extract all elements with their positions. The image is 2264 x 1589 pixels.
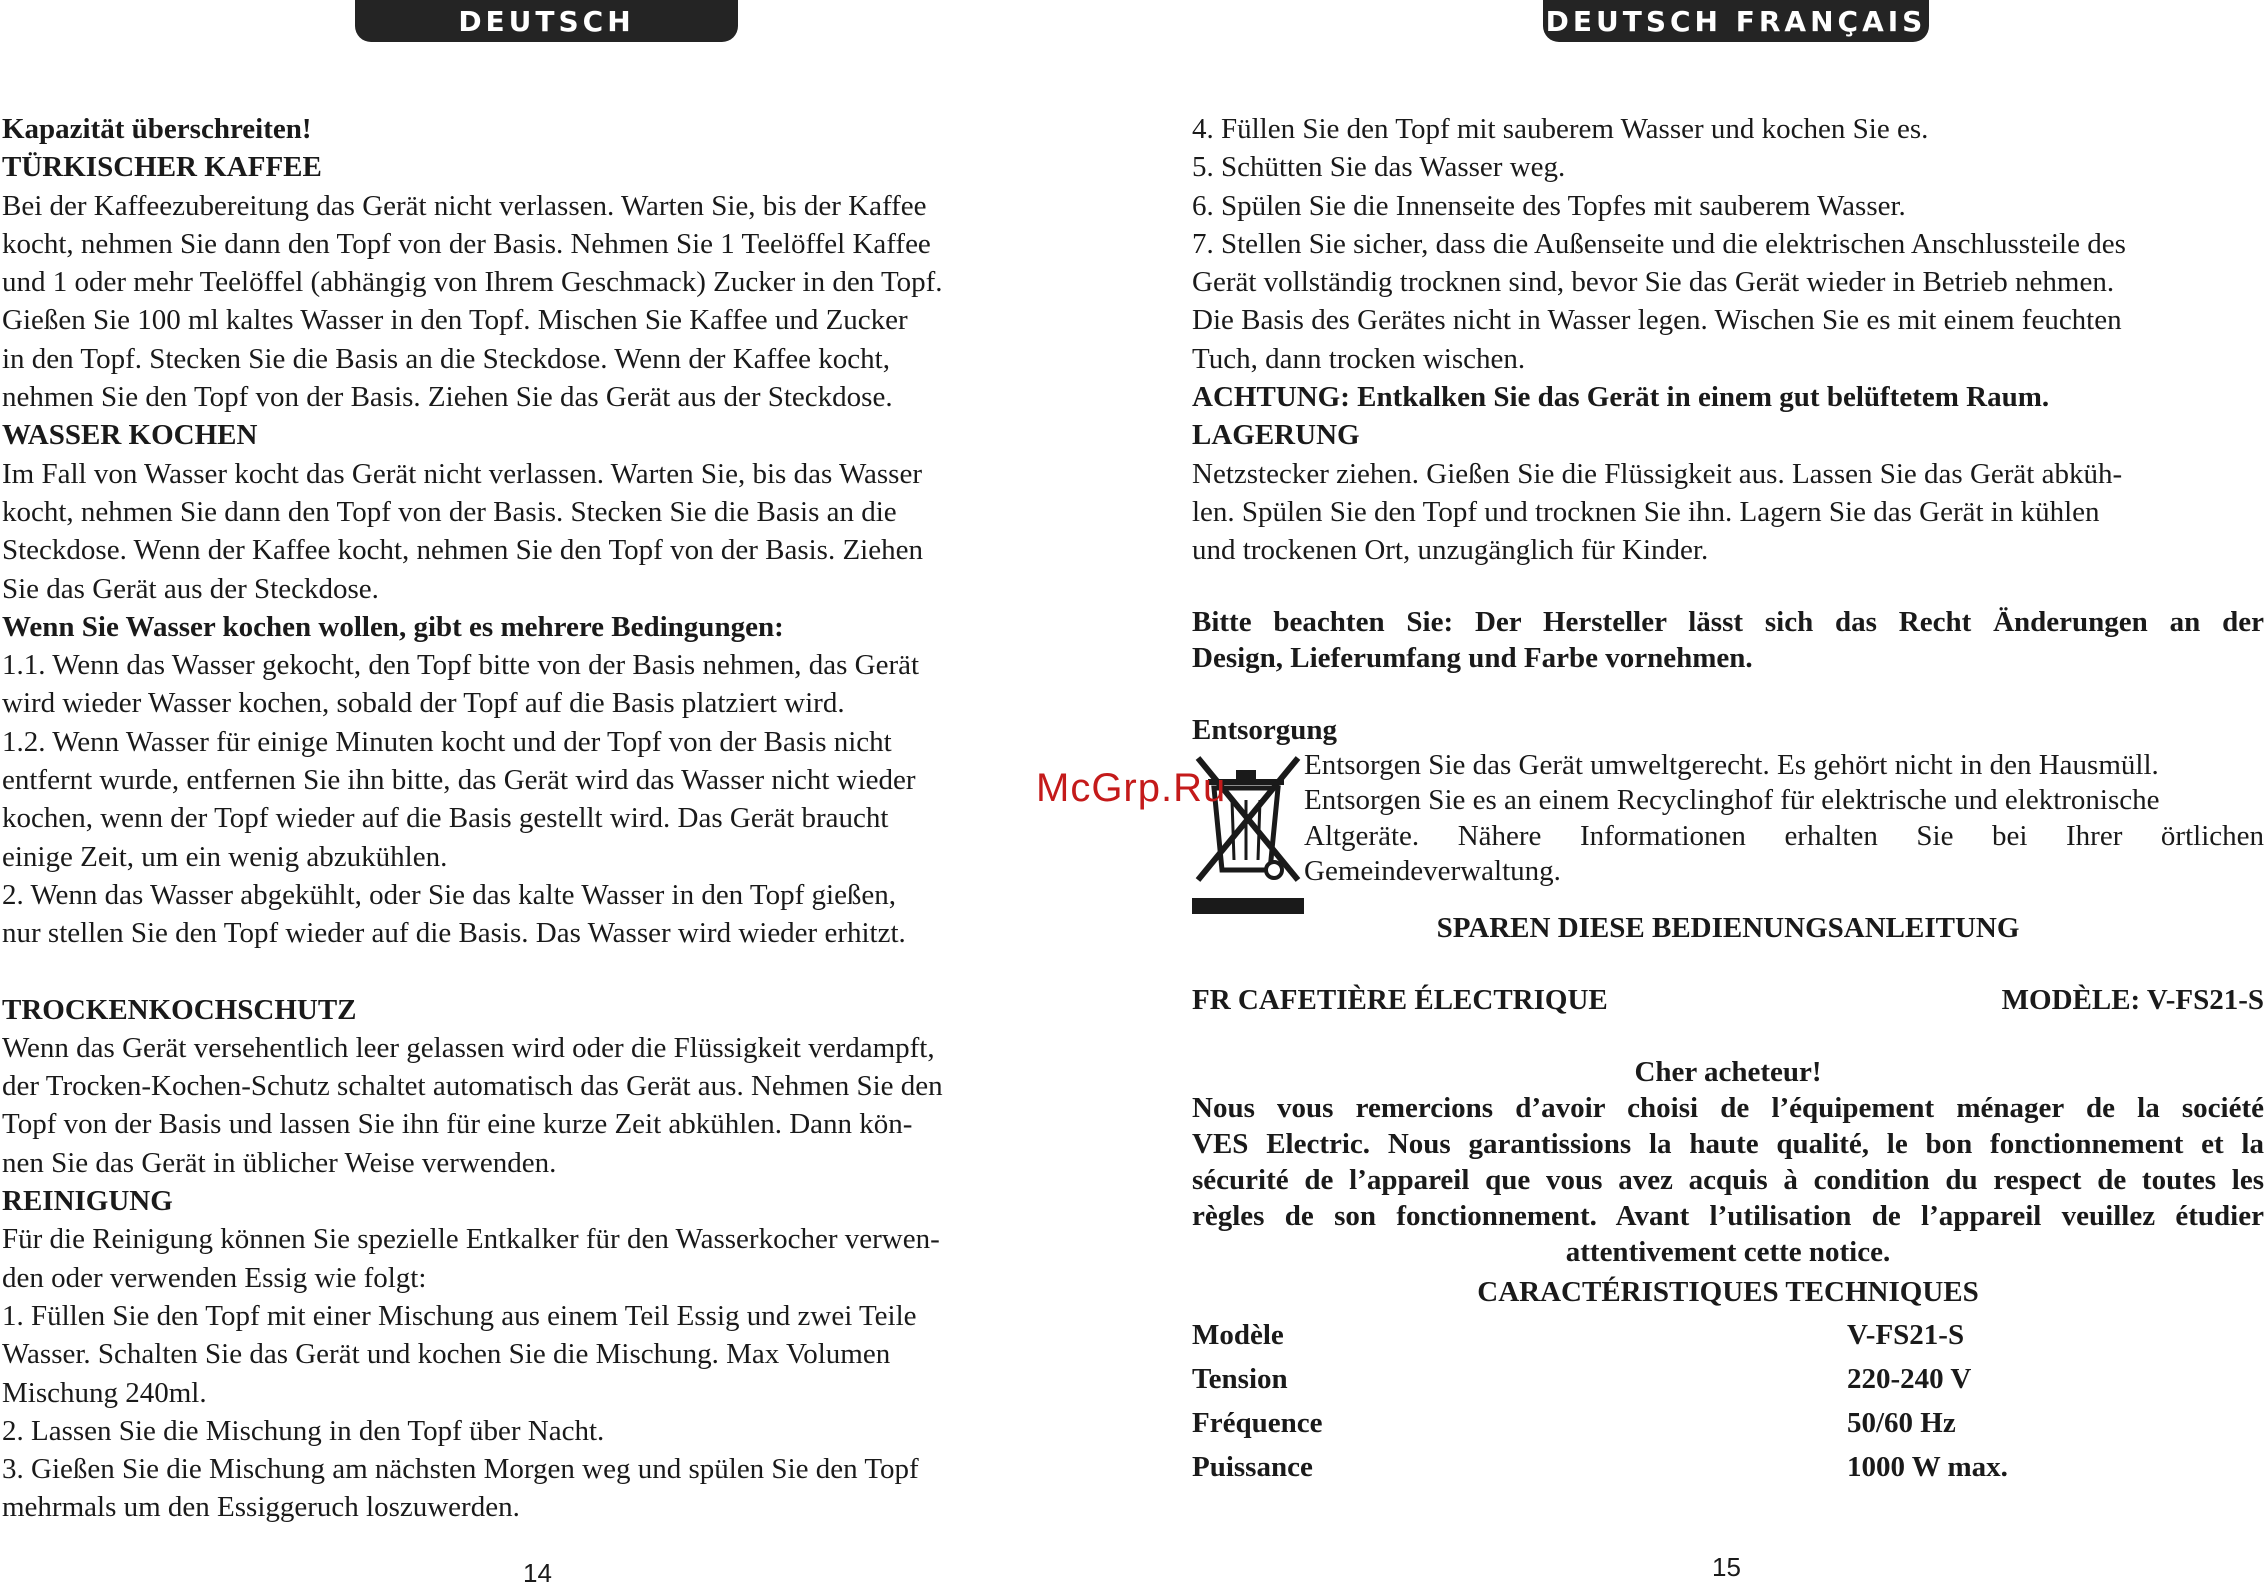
language-tab-right: DEUTSCH FRANÇAIS xyxy=(1543,0,1929,42)
french-model: MODÈLE: V-FS21-S xyxy=(2001,983,2264,1016)
text-line: wird wieder Wasser kochen, sobald der Topf auf die Basis platziert wird. xyxy=(2,687,845,720)
spec-value: 220-240 V xyxy=(1847,1363,1972,1396)
heading-conditions: Wenn Sie Wasser kochen wollen, gibt es mehrere Bedingungen: xyxy=(2,610,784,643)
heading-boil-water: WASSER KOCHEN xyxy=(2,419,258,452)
spec-label: Puissance xyxy=(1192,1451,1313,1484)
page-number-right: 15 xyxy=(1712,1552,1741,1582)
text-line: Topf von der Basis und lassen Sie ihn für eine kurze Zeit abkühlen. Dann kön- xyxy=(2,1108,913,1141)
spec-row xyxy=(1192,1358,2264,1402)
text-line: Wenn das Gerät versehentlich leer gelassen wird oder die Flüssigkeit verdampft, xyxy=(2,1031,935,1064)
text-line: und 1 oder mehr Teelöffel (abhängig von Ihrem Geschmack) Zucker in den Topf. xyxy=(2,266,943,299)
text-line: nur stellen Sie den Topf wieder auf die Basis. Das Wasser wird wieder erhitzt. xyxy=(2,917,906,950)
manufacturer-note-end: Design, Lieferumfang und Farbe vornehmen. xyxy=(1192,641,1753,674)
text-line: Die Basis des Gerätes nicht in Wasser legen. Wischen Sie es mit einem feuchten xyxy=(1192,304,2122,337)
text-line: Altgeräte. Nähere Informationen erhalten Sie bei Ihrer örtlichen xyxy=(1304,819,2264,852)
page-number-left: 14 xyxy=(523,1558,552,1588)
save-manual-notice: SPAREN DIESE BEDIENUNGSANLEITUNG xyxy=(1436,911,2020,944)
text-line: VES Electric. Nous garantissions la haute qualité, le bon fonctionnement et la xyxy=(1192,1127,2264,1160)
capacity-warning: Kapazität überschreiten! xyxy=(2,113,312,145)
spec-label: Fréquence xyxy=(1192,1407,1323,1440)
text-line: 5. Schütten Sie das Wasser weg. xyxy=(1192,151,1566,184)
spec-row xyxy=(1192,1314,2264,1358)
text-line: 1.2. Wenn Wasser für einige Minuten kocht und der Topf von der Basis nicht xyxy=(2,725,892,758)
text-line: 7. Stellen Sie sicher, dass die Außenseite und die elektrischen Anschlussteile des xyxy=(1192,227,2126,260)
text-line: Entsorgen Sie es an einem Recyclinghof für elektrische und elektronische xyxy=(1304,784,2160,817)
text-line: und trockenen Ort, unzugänglich für Kinder. xyxy=(1192,534,1709,567)
text-line: Gemeindeverwaltung. xyxy=(1304,855,1561,888)
text-line: Netzstecker ziehen. Gießen Sie die Flüssigkeit aus. Lassen Sie das Gerät abküh- xyxy=(1192,457,2123,490)
text-line: einige Zeit, um ein wenig abzukühlen. xyxy=(2,840,448,873)
text-line: 2. Lassen Sie die Mischung in den Topf über Nacht. xyxy=(2,1414,605,1447)
text-line: Mischung 240ml. xyxy=(2,1376,207,1409)
text-line: len. Spülen Sie den Topf und trocknen Sie ihn. Lagern Sie das Gerät in kühlen xyxy=(1192,495,2100,528)
text-line: attentivement cette notice. xyxy=(1565,1235,1891,1268)
text-line: nehmen Sie den Topf von der Basis. Ziehen Sie das Gerät aus der Steckdose. xyxy=(2,381,893,414)
spec-row xyxy=(1192,1446,2264,1490)
text-line: 3. Gießen Sie die Mischung am nächsten Morgen weg und spülen Sie den Topf xyxy=(2,1453,919,1486)
heading-cleaning: REINIGUNG xyxy=(2,1185,173,1218)
spec-heading: CARACTÉRISTIQUES TECHNIQUES xyxy=(1477,1275,1979,1308)
text-line: Bei der Kaffeezubereitung das Gerät nicht verlassen. Warten Sie, bis der Kaffee xyxy=(2,189,927,222)
text-line: Entsorgen Sie das Gerät umweltgerecht. Es gehört nicht in den Hausmüll. xyxy=(1304,748,2159,781)
text-line: in den Topf. Stecken Sie die Basis an die Steckdose. Wenn der Kaffee kocht, xyxy=(2,342,890,375)
text-line: Im Fall von Wasser kocht das Gerät nicht verlassen. Warten Sie, bis das Wasser xyxy=(2,457,922,490)
text-line: entfernt wurde, entfernen Sie ihn bitte, das Gerät wird das Wasser nicht wieder xyxy=(2,764,916,797)
spec-label: Tension xyxy=(1192,1363,1288,1396)
text-line: Tuch, dann trocken wischen. xyxy=(1192,342,1526,375)
text-line: 1. Füllen Sie den Topf mit einer Mischung aus einem Teil Essig und zwei Teile xyxy=(2,1299,917,1332)
french-product-title: FR CAFETIÈRE ÉLECTRIQUE xyxy=(1192,983,1608,1016)
disposal-block xyxy=(1192,748,2264,890)
language-tab-left: DEUTSCH xyxy=(355,0,738,42)
text-line: kocht, nehmen Sie dann den Topf von der Basis. Nehmen Sie 1 Teelöffel Kaffee xyxy=(2,227,931,260)
text-line: 4. Füllen Sie den Topf mit sauberem Wasser und kochen Sie es. xyxy=(1192,113,1929,145)
french-title-row xyxy=(1192,982,2264,1018)
text-line: sécurité de l’appareil que vous avez acquis à condition du respect de toutes les xyxy=(1192,1163,2264,1196)
text-line: 1.1. Wenn das Wasser gekocht, den Topf bitte von der Basis nehmen, das Gerät xyxy=(2,649,920,682)
spec-value: 1000 W max. xyxy=(1847,1451,2008,1484)
warning-descale: ACHTUNG: Entkalken Sie das Gerät in einem gut belüftetem Raum. xyxy=(1192,381,2050,414)
text-line: kocht, nehmen Sie dann den Topf von der Basis. Stecken Sie die Basis an die xyxy=(2,495,897,528)
dear-buyer: Cher acheteur! xyxy=(1634,1055,1822,1088)
spec-value: V-FS21-S xyxy=(1847,1319,1965,1352)
heading-storage: LAGERUNG xyxy=(1192,419,1360,452)
text-line: den oder verwenden Essig wie folgt: xyxy=(2,1261,427,1294)
heading-disposal: Entsorgung xyxy=(1192,713,1338,746)
watermark: McGrp.Ru xyxy=(1036,766,1227,810)
text-line: nen Sie das Gerät in üblicher Weise verwenden. xyxy=(2,1146,557,1179)
heading-turkish-coffee: TÜRKISCHER KAFFEE xyxy=(2,151,322,184)
spec-label: Modèle xyxy=(1192,1319,1284,1352)
spec-value: 50/60 Hz xyxy=(1847,1407,1956,1440)
heading-dry-boil-protection: TROCKENKOCHSCHUTZ xyxy=(2,993,357,1026)
text-line: Gießen Sie 100 ml kaltes Wasser in den Topf. Mischen Sie Kaffee und Zucker xyxy=(2,304,908,337)
text-line: mehrmals um den Essiggeruch loszuwerden. xyxy=(2,1491,520,1524)
text-line: Für die Reinigung können Sie spezielle Entkalker für den Wasserkocher verwen- xyxy=(2,1223,940,1256)
manufacturer-note: Bitte beachten Sie: Der Hersteller lässt sich das Recht Änderungen an der xyxy=(1192,605,2264,638)
text-line: der Trocken-Kochen-Schutz schaltet automatisch das Gerät aus. Nehmen Sie den xyxy=(2,1070,943,1103)
text-line: kochen, wenn der Topf wieder auf die Basis gestellt wird. Das Gerät braucht xyxy=(2,802,889,835)
text-line: Gerät vollständig trocknen sind, bevor Sie das Gerät wieder in Betrieb nehmen. xyxy=(1192,266,2115,299)
text-line: 2. Wenn das Wasser abgekühlt, oder Sie das kalte Wasser in den Topf gießen, xyxy=(2,878,897,911)
text-line: Steckdose. Wenn der Kaffee kocht, nehmen Sie den Topf von der Basis. Ziehen xyxy=(2,534,923,567)
text-line: Wasser. Schalten Sie das Gerät und kochen Sie die Mischung. Max Volumen xyxy=(2,1338,891,1371)
text-line: Sie das Gerät aus der Steckdose. xyxy=(2,572,379,605)
text-line: règles de son fonctionnement. Avant l’utilisation de l’appareil veuillez étudier xyxy=(1192,1199,2264,1232)
left-page-column xyxy=(2,110,1077,1527)
spec-row xyxy=(1192,1402,2264,1446)
text-line: Nous vous remercions d’avoir choisi de l’équipement ménager de la société xyxy=(1192,1091,2264,1124)
text-line: 6. Spülen Sie die Innenseite des Topfes mit sauberem Wasser. xyxy=(1192,189,1906,222)
right-page-column xyxy=(1192,110,2264,1490)
disposal-text xyxy=(1304,748,2264,890)
